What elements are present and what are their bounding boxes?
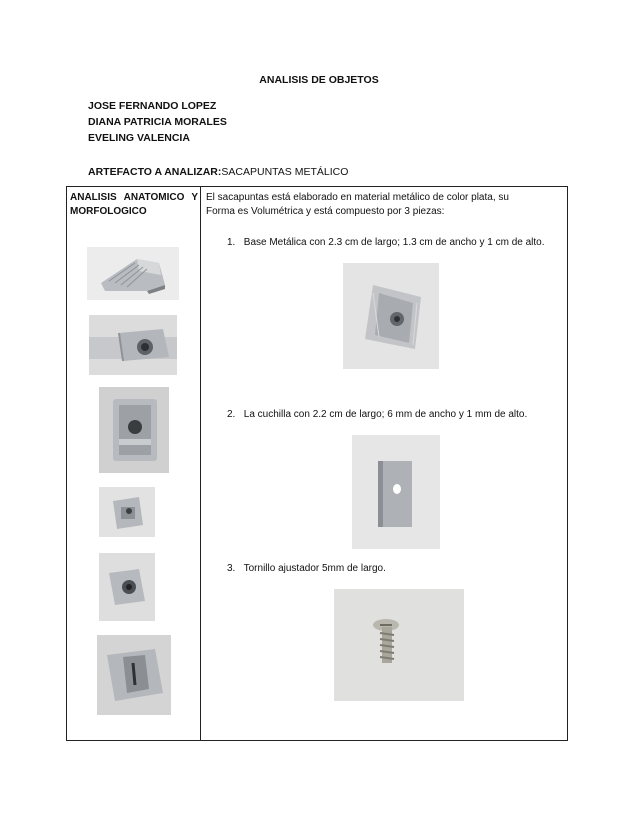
description-line: El sacapuntas está elaborado en material metálico de color plata, su <box>206 192 509 203</box>
artefact-value: SACAPUNTAS METÁLICO <box>221 166 349 178</box>
list-text: Base Metálica con 2.3 cm de largo; 1.3 cm de ancho y 1 cm de alto. <box>243 237 545 248</box>
analysis-table <box>66 186 568 741</box>
sharpener-angle-photo <box>99 487 155 537</box>
document-title: ANALISIS DE OBJETOS <box>259 74 379 86</box>
base-metal-photo <box>343 263 439 369</box>
sharpener-blade-photo <box>97 635 171 715</box>
list-number: 2. <box>227 409 236 420</box>
header-word: MORFOLOGICO <box>70 206 147 217</box>
artefact-label: ARTEFACTO A ANALIZAR: <box>88 166 222 178</box>
description-text <box>206 191 566 219</box>
list-text: Tornillo ajustador 5mm de largo. <box>243 563 386 574</box>
list-item <box>227 409 527 420</box>
author-name: EVELING VALENCIA <box>88 132 190 144</box>
list-item <box>227 563 386 574</box>
list-number: 1. <box>227 237 236 248</box>
sharpener-front-photo <box>99 387 169 473</box>
list-number: 3. <box>227 563 236 574</box>
description-line: Forma es Volumétrica y está compuesto por 3 piezas: <box>206 206 445 217</box>
header-word: ANALISIS <box>70 192 117 203</box>
sharpener-back-photo <box>99 553 155 621</box>
author-name: DIANA PATRICIA MORALES <box>88 116 227 128</box>
left-column-header <box>70 191 198 219</box>
artefact-line <box>88 166 348 178</box>
sharpener-top-photo <box>89 315 177 375</box>
authors-list <box>88 98 227 146</box>
list-item <box>227 237 545 248</box>
column-divider <box>200 187 201 740</box>
list-text: La cuchilla con 2.2 cm de largo; 6 mm de ancho y 1 mm de alto. <box>243 409 528 420</box>
screw-photo <box>334 589 464 701</box>
header-word: ANATOMICO <box>123 192 185 203</box>
blade-photo <box>352 435 440 549</box>
header-word: Y <box>191 192 198 203</box>
author-name: JOSE FERNANDO LOPEZ <box>88 100 217 112</box>
sharpener-side-photo <box>87 247 179 300</box>
